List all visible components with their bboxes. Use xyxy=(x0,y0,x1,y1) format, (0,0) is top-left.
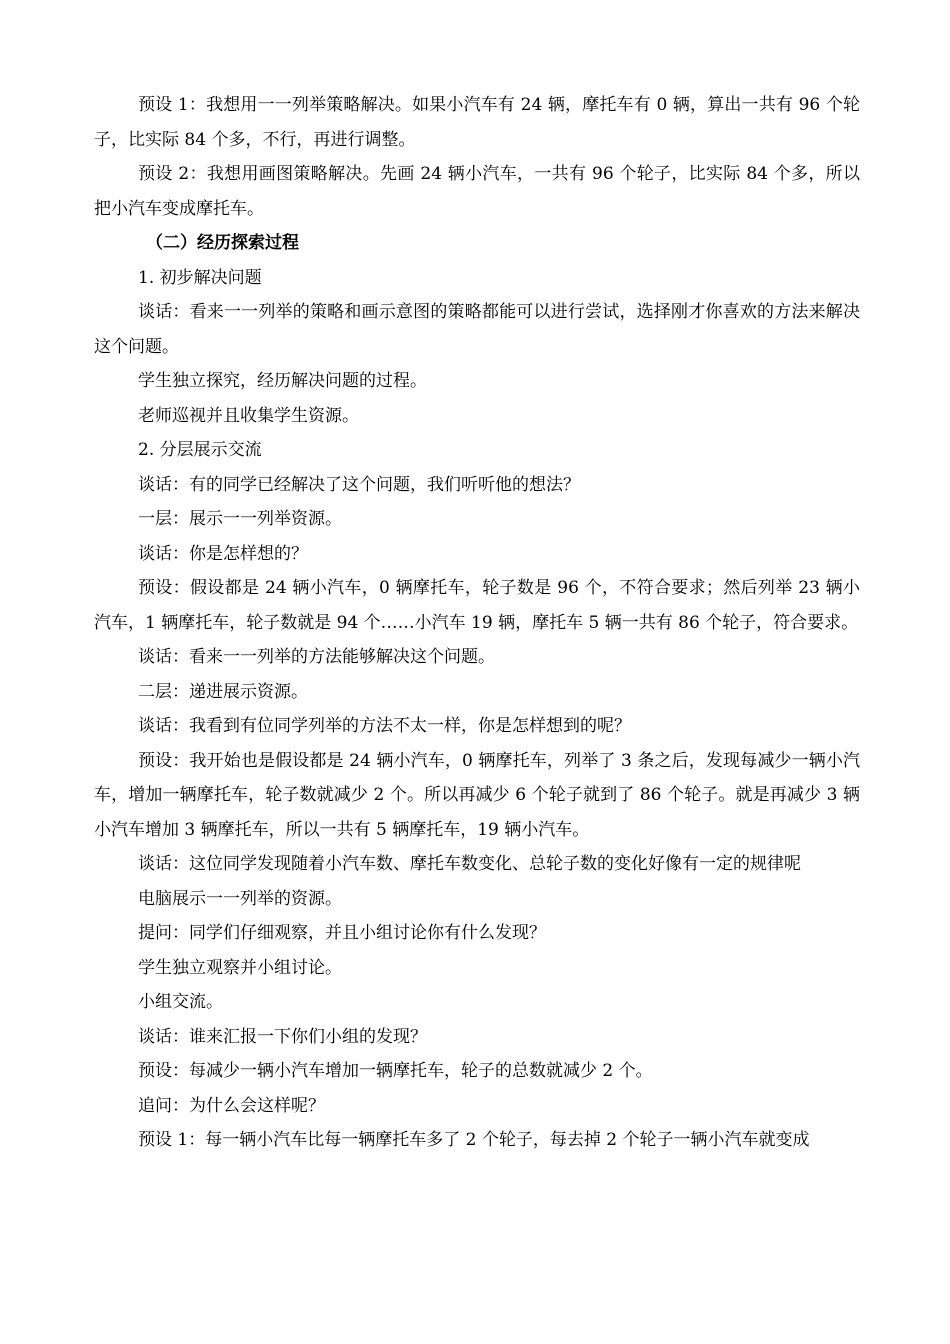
paragraph-preset-decrease: 预设：每减少一辆小汽车增加一辆摩托车，轮子的总数就减少 2 个。 xyxy=(138,1061,653,1081)
paragraph-preset-1-enumeration: 预设 1：我想用一一列举策略解决。如果小汽车有 24 辆，摩托车有 0 辆，算出一共有 96 个轮子，比实际 84 个多，不行，再进行调整。 xyxy=(94,95,860,150)
document-page xyxy=(94,88,860,1158)
paragraph-preset-1-wheels: 预设 1：每一辆小汽车比每一辆摩托车多了 2 个轮子，每去掉 2 个轮子一辆小汽车就变成 xyxy=(138,1130,810,1150)
paragraph-student-explore: 学生独立探究，经历解决问题的过程。 xyxy=(138,371,427,391)
paragraph-talk-report: 谈话：谁来汇报一下你们小组的发现？ xyxy=(138,1026,427,1047)
paragraph-talk-different: 谈话：我看到有位同学列举的方法不太一样，你是怎样想到的呢？ xyxy=(138,716,631,736)
paragraph-talk-rule: 谈话：这位同学发现随着小汽车数、摩托车数变化、总轮子数的变化好像有一定的规律呢 xyxy=(138,854,801,874)
paragraph-question-observe: 提问：同学们仔细观察，并且小组讨论你有什么发现？ xyxy=(138,923,546,943)
paragraph-teacher-collect: 老师巡视并且收集学生资源。 xyxy=(138,405,359,426)
subheading-layered-exchange: 2. 分层展示交流 xyxy=(138,440,262,460)
paragraph-preset-pattern: 预设：我开始也是假设都是 24 辆小汽车，0 辆摩托车，列举了 3 条之后，发现每减少一辆小汽车，增加一辆摩托车，轮子数就减少 2 个。所以再减少 6 个轮子就到了 86 个轮子。就是再减少 3 辆小汽车增加 3 辆摩托车，所以一共有 5 辆摩托车，19 辆小汽车。 xyxy=(94,750,860,840)
paragraph-preset-2-drawing: 预设 2：我想用画图策略解决。先画 24 辆小汽车，一共有 96 个轮子，比实际 84 个多，所以把小汽车变成摩托车。 xyxy=(94,164,860,219)
paragraph-preset-list: 预设：假设都是 24 辆小汽车，0 辆摩托车，轮子数是 96 个，不符合要求；然后列举 23 辆小汽车，1 辆摩托车，轮子数就是 94 个……小汽车 19 辆，摩托车 5 辆一共有 86 个轮子，符合要求。 xyxy=(94,578,860,633)
subheading-initial-solve: 1. 初步解决问题 xyxy=(138,267,262,288)
section-heading: （二）经历探索过程 xyxy=(146,233,299,253)
paragraph-talk-listen: 谈话：有的同学已经解决了这个问题，我们听听他的想法？ xyxy=(138,474,580,495)
paragraph-computer-show: 电脑展示一一列举的资源。 xyxy=(138,888,342,909)
paragraph-follow-up-why: 追问：为什么会这样呢？ xyxy=(138,1095,325,1116)
paragraph-layer-two: 二层：递进展示资源。 xyxy=(138,681,308,702)
paragraph-student-discuss: 学生独立观察并小组讨论。 xyxy=(138,957,342,978)
paragraph-talk-solved: 谈话：看来一一列举的方法能够解决这个问题。 xyxy=(138,647,495,667)
paragraph-talk-try: 谈话：看来一一列举的策略和画示意图的策略都能可以进行尝试，选择刚才你喜欢的方法来解决这个问题。 xyxy=(94,302,860,357)
paragraph-group-exchange: 小组交流。 xyxy=(138,992,223,1012)
paragraph-talk-how: 谈话：你是怎样想的？ xyxy=(138,543,308,564)
paragraph-layer-one: 一层：展示一一列举资源。 xyxy=(138,509,342,529)
